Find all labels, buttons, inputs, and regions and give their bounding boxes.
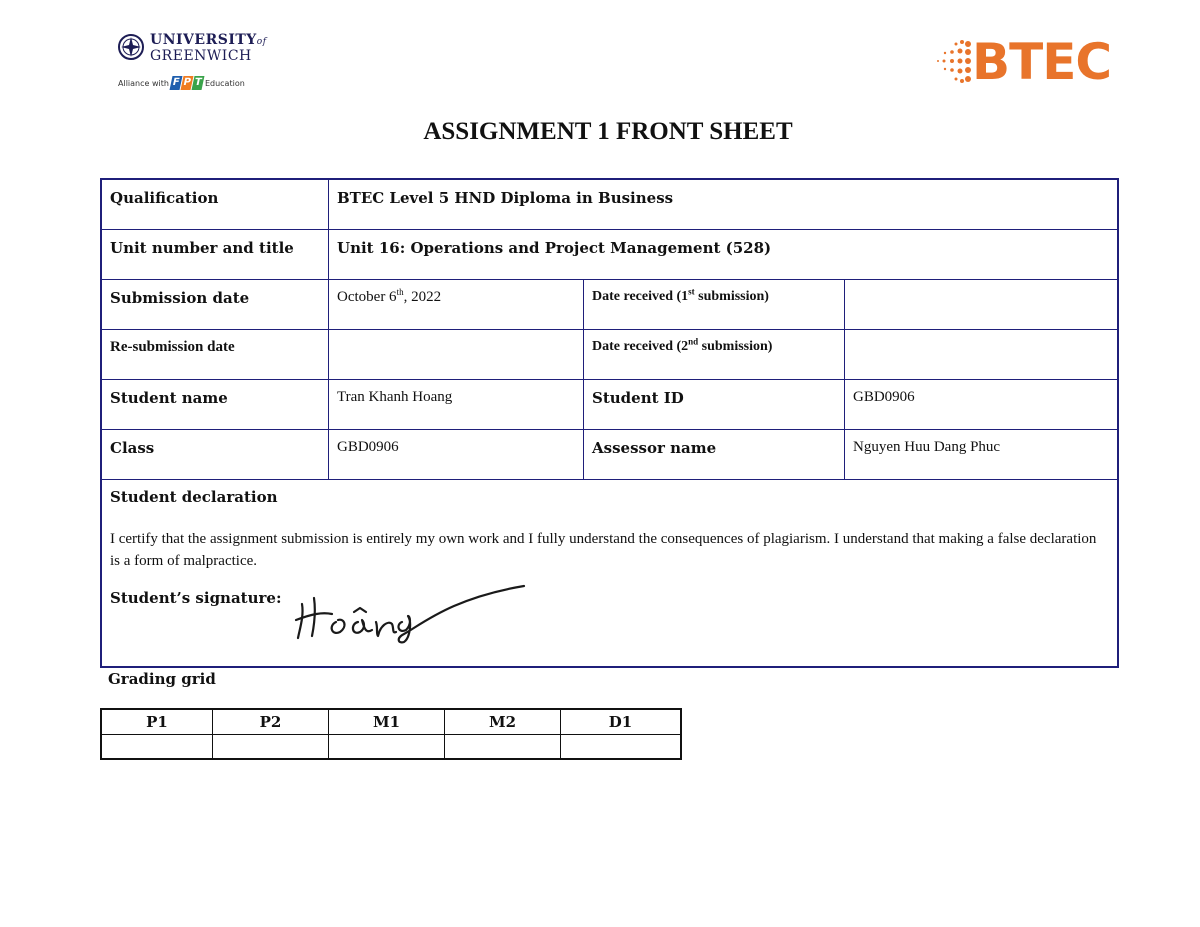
university-of-greenwich-logo: [112, 30, 267, 94]
fpt-logo: F P T: [169, 76, 204, 90]
greenwich-wordmark: UNIVERSITYof GREENWICH: [150, 32, 267, 64]
class-label: Class: [110, 439, 155, 457]
grade-cell-m2: [444, 735, 560, 758]
grade-cell-d1: [560, 735, 680, 758]
student-name-value: Tran Khanh Hoang: [328, 380, 584, 429]
assessor-label: Assessor name: [583, 430, 844, 479]
grade-header-d1: D1: [560, 710, 680, 735]
unit-label: Unit number and title: [110, 239, 294, 257]
qualification-row: [102, 180, 1117, 230]
qualification-label: Qualification: [110, 189, 219, 207]
declaration-text: I certify that the assignment submission is entirely my own work and I fully understand the consequences of plagiarism. I understand that making a false declaration is a form of malpractice.: [110, 531, 1097, 569]
greenwich-seal-icon: [118, 34, 144, 60]
grade-header-m2: M2: [444, 710, 560, 735]
grade-header-m1: M1: [328, 710, 444, 735]
btec-dots-icon: [934, 38, 974, 86]
btec-logo: [934, 30, 1124, 94]
signature-label: Student’s signature:: [110, 589, 282, 607]
grading-grid-title: Grading grid: [108, 670, 216, 688]
student-name-label: Student name: [110, 389, 228, 407]
student-id-label: Student ID: [583, 380, 844, 429]
date-received-1-value: [844, 280, 1117, 329]
resubmission-date-row: [102, 330, 1117, 380]
submission-date-value: October 6th, 2022: [328, 280, 584, 329]
submission-date-label: Submission date: [110, 289, 250, 307]
unit-row: [102, 230, 1117, 280]
declaration-title: Student declaration: [110, 488, 278, 506]
qualification-value: BTEC Level 5 HND Diploma in Business: [328, 180, 1117, 229]
submission-date-row: [102, 280, 1117, 330]
grade-header-p1: P1: [102, 710, 212, 735]
grade-cell-m1: [328, 735, 444, 758]
grading-grid: [100, 708, 682, 760]
student-declaration-section: [102, 480, 1117, 666]
resubmission-date-value: [328, 330, 584, 379]
unit-value: Unit 16: Operations and Project Management (528): [328, 230, 1117, 279]
student-id-value: GBD0906: [844, 380, 1117, 429]
fpt-alliance-mark: Alliance with F P T Education: [118, 77, 245, 88]
date-received-2-value: [844, 330, 1117, 379]
student-name-row: [102, 380, 1117, 430]
date-received-1-label: Date received (1st submission): [583, 280, 844, 329]
front-sheet-table: [100, 178, 1119, 668]
grade-header-p2: P2: [212, 710, 328, 735]
student-signature: [292, 576, 532, 646]
assessor-value: Nguyen Huu Dang Phuc: [844, 430, 1117, 479]
resubmission-date-label: Re-submission date: [110, 339, 235, 355]
class-value: GBD0906: [328, 430, 584, 479]
grade-cell-p2: [212, 735, 328, 758]
btec-wordmark: BTEC: [972, 33, 1112, 91]
class-row: [102, 430, 1117, 480]
grade-cell-p1: [102, 735, 212, 758]
date-received-2-label: Date received (2nd submission): [583, 330, 844, 379]
page-title: ASSIGNMENT 1 FRONT SHEET: [423, 118, 793, 145]
